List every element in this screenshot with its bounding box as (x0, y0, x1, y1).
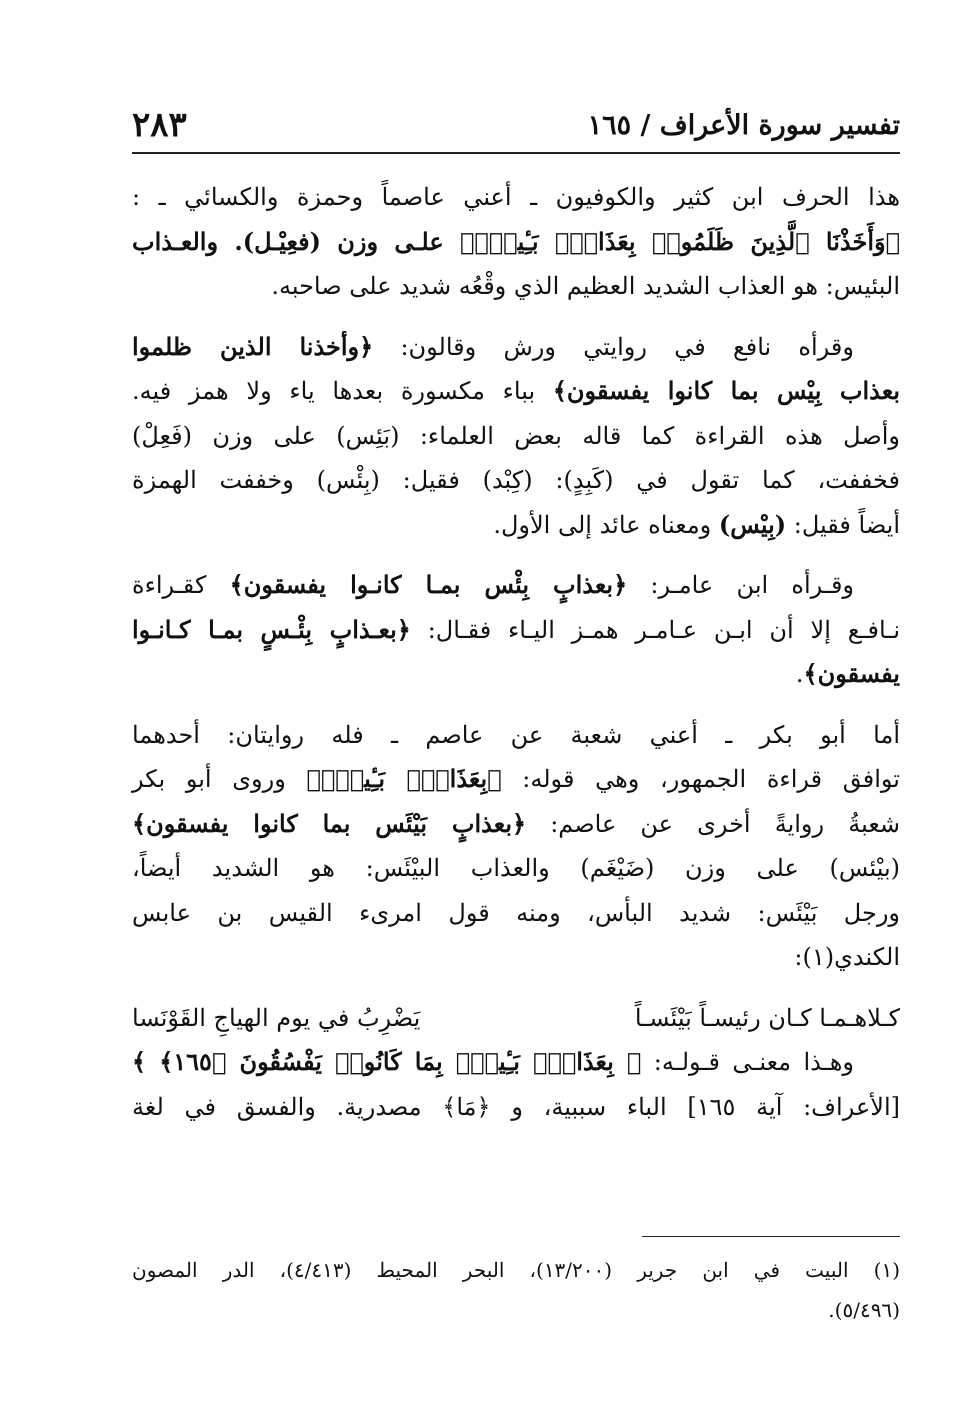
text-line: أما أبو بكر ـ أعني شعبة عن عاصم ـ فله روايتان: أحدهما (132, 720, 900, 749)
paragraph-4 (132, 713, 900, 980)
text-span: وقرأه نافع في روايتي ورش وقالون: (373, 332, 854, 361)
quran-quote: ﴿بعذابٍ بَيْئَس بما كانوا يفسقون﴾ (132, 808, 527, 838)
text-span: ومعناه عائد إلى الأول. (493, 510, 719, 539)
text-line (132, 802, 900, 847)
text-line: هذا الحرف ابن كثير والكوفيون ـ أعني عاصماً وحمزة والكسائي ـ : (132, 183, 901, 211)
text-line (132, 757, 900, 802)
text-span: كقـراءة (132, 571, 230, 599)
text-span: بباء مكسورة بعدها ياء ولا همز فيه. (132, 377, 553, 405)
quran-quote: ﴿بِعَذَابٍۭ بَـِٔيسٍۭ﴾ (306, 764, 502, 793)
text-line (132, 563, 900, 608)
page-number: ٢٨٣ (132, 105, 187, 145)
header-divider (132, 152, 900, 154)
poetry-verse (132, 996, 900, 1041)
text-span: أيضاً فقيل: (786, 510, 900, 539)
verse-second-hemistich: يَضْرِبُ في يوم الهياجِ القَوْنَسا (132, 1003, 421, 1032)
text-span: . (795, 660, 804, 688)
quran-quote: ﴿بعـذابٍ بِئْـسٍ بمـا كـانـوا (132, 614, 411, 644)
verse-first-hemistich: كـلاهـمـا كـان رئيسـاً بَيْئَسـاً (634, 1003, 900, 1032)
page-header (132, 100, 900, 150)
quran-quote: ﴿وأخذنا الذين ظلموا (132, 331, 374, 361)
text-span: وقـرأه ابن عامـر: (627, 571, 854, 599)
text-span: وروى أبو بكر (132, 765, 307, 793)
text-line: ﴿وَأَخَذْنَا ٱلَّذِينَ ظَلَمُوا۟ بِعَذَابٍۭ بَـِٔيسٍۭ﴾ علـى وزن (فعِيْـل). والعـذاب (132, 226, 900, 256)
text-line (132, 608, 900, 653)
footnote-divider (642, 1236, 900, 1237)
paragraph-1 (132, 175, 900, 309)
footnote-line: (٥/٤٩٦). (828, 1298, 900, 1322)
quran-quote: بعذاب بِيْس بما كانوا يفسقون﴾ (552, 376, 900, 405)
text-span: نـافـع إلا أن ابـن عـامـر همـز اليـاء فقـال: (410, 615, 901, 644)
text-span: توافق قراءة الجمهور، وهي قوله: (501, 765, 900, 793)
text-span: وهـذا معنـى قـولـه: (641, 1048, 855, 1076)
text-line (132, 503, 900, 548)
quran-quote: ﴿بعذابٍ بِئْس بمـا كانـوا يفسقون﴾ (229, 570, 628, 599)
running-title: تفسير سورة الأعراف / ١٦٥ (587, 109, 900, 141)
paragraph-5 (132, 1040, 900, 1129)
paragraph-3 (132, 563, 900, 697)
footnote-line: (١) البيت في ابن جرير (١٣/٢٠٠)، البحر المحيط (٤/٤١٣)، الدر المصون (132, 1258, 900, 1282)
text-line: فخففت، كما تقول في (كَبِدٍ): (كِبْد) فقيل: (بِئْس) وخففت الهمزة (132, 466, 900, 494)
paragraph-2 (132, 325, 900, 548)
text-line: [الأعراف: آية ١٦٥] الباء سببية، و ﴿مَا﴾ مصدرية. والفسق في لغة (132, 1092, 901, 1121)
main-text (132, 175, 900, 1129)
quran-quote: ﴿ بِعَذَابٍۭ بَـِٔيسٍۭ بِمَا كَانُوا۟ يَفْسُقُونَ ﴿١٦٥﴾ ﴾ (132, 1047, 642, 1076)
text-line: وأصل هذه القراءة كما قاله بعض العلماء: (بَئِس) على وزن (فَعِلْ) (132, 421, 900, 450)
text-line: ورجل بَيْئَس: شديد البأس، ومنه قول امرىء القيس بن عابس (132, 898, 900, 927)
bold-word: (بِيْس) (718, 509, 787, 539)
text-line: الكندي(١): (794, 943, 900, 971)
quran-quote: يفسقون﴾ (803, 659, 900, 688)
text-line (132, 652, 900, 697)
footnote (132, 1250, 900, 1330)
text-span: شعبةُ روايةً أخرى عن عاصم: (526, 809, 901, 838)
text-line (132, 369, 900, 414)
text-line: البئيس: هو العذاب الشديد العظيم الذي وقْعُه شديد على صاحبه. (271, 272, 900, 300)
text-line: (بيْئس) على وزن (ضَيْغَم) والعذاب البيْئَس: هو الشديد أيضاً، (132, 854, 900, 882)
text-line (132, 325, 900, 370)
text-line (132, 1040, 900, 1085)
